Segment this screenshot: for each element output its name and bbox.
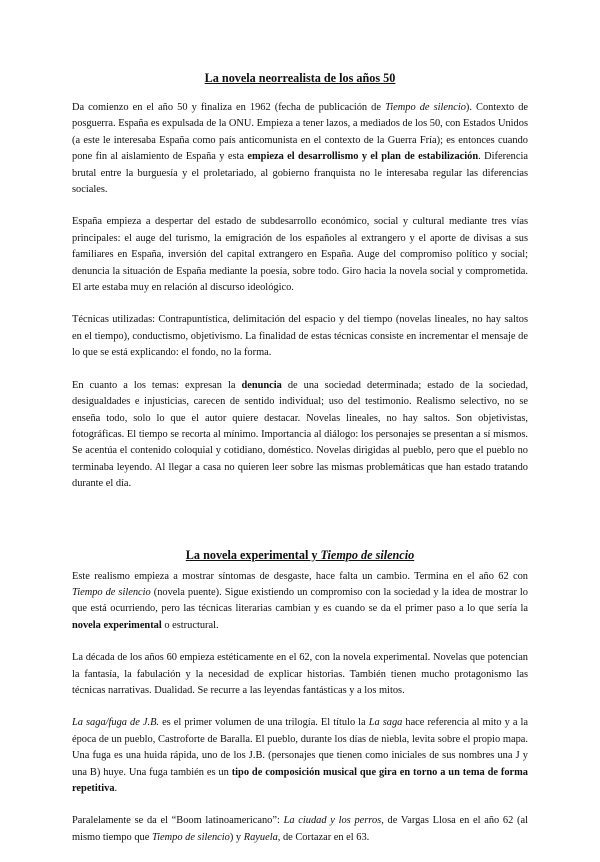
paragraph-desgaste: Este realismo empieza a mostrar síntomas de desgaste, hace falta un cambio. Termina en el año 62 con Tiempo de silencio (novela puente). Sigue existiendo un compromiso con la sociedad y la idea de mostrar lo que está ocurriendo, pero las técnicas literarias cambian y es cuando se da el primer paso a lo que sería la novela experimental o estructural.	[72, 570, 529, 631]
paragraph-contexto: Da comienzo en el año 50 y finaliza en 1962 (fecha de publicación de Tiempo de silencio). Contexto de posguerra. España es expulsada de la ONU. Empieza a tener lazos, a mediados de los 50, con Estados Unidos (a este le interesaba España como país anticomunista en el contexto de la Guerra Fría); es entonces cuando pone fin al aislamiento de España y esta empieza el desarrollismo y el plan de estabilización. Diferencia brutal entre la burguesía y el proletariado, al gobierno franquista no le interesaba regular las diferencias sociales.	[72, 102, 529, 196]
paragraph-tecnicas: Técnicas utilizadas: Contrapuntística, delimitación del espacio y del tiempo (novelas lineales, no hay saltos en el tiempo), conductismo, objetivismo. La finalidad de estas técnicas consiste en incrementar el mensaje de lo que se está explicando: el fondo, no la forma.	[72, 314, 528, 359]
section-title-experimental: La novela experimental y Tiempo de silencio	[185, 547, 415, 562]
paragraph-saga-fuga: La saga/fuga de J.B. es el primer volumen de una trilogía. El título la La saga hace referencia al mito y a la época de un pueblo, Castroforte de Baralla. El pueblo, durante los días de niebla, levita sobre el propio mapa. Una fuga es una huida rápida, uno de los J.B. (personajes que tienen como iniciales de sus nombres una J y una B) huye. Una fuga también es un tipo de composición musical que gira en torno a un tema de forma repetitiva.	[72, 717, 528, 794]
paragraph-boom: Paralelamente se da el “Boom latinoamericano”: La ciudad y los perros, de Vargas Llosa en el año 62 (al mismo tiempo que Tiempo de silencio) y Rayuela, de Cortazar en el 63.	[72, 815, 529, 843]
paragraph-desarrollo: España empieza a despertar del estado de subdesarrollo económico, social y cultural mediante tres vías principales: el auge del turismo, la emigración de los españoles al extrangero y el aporte de divisas a sus familiares en España, inversión del capital extrangero en España. Auge del compromiso político y social; denuncia la situación de España mediante la poesía, sobre todo. Giro hacia la novela social y comprometida. El arte estaba muy en relación al discurso ideológico.	[72, 216, 528, 294]
section-title-neorrealista: La novela neorrealista de los años 50	[204, 71, 396, 85]
paragraph-decada-60: La década de los años 60 empieza estéticamente en el 62, con la novela experimental. Novelas que potencian la fantasía, la fabulación y la necesidad de explicar historias. También tienen mucho protagonismo las técnicas narrativas. Dualidad. Se recurre a las leyendas fantásticas y a los mitos.	[72, 652, 528, 696]
paragraph-temas: En cuanto a los temas: expresan la denuncia de una sociedad determinada; estado de la sociedad, desigualdades e injusticias, carecen de sentido individual; uso del testimonio. Realismo selectivo, no se enseña todo, solo lo que el autor quiere destacar. Novelas lineales, no hay saltos. Son objetivistas, fotográficas. El tiempo se recorta al mínimo. Importancia al diálogo: los personajes se presentan a sí mismos. Se acentúa el contenido coloquial y cotidiano, doméstico. Novelas dirigidas al pueblo, pero que el pueblo no terminaba leyendo. Al llegar a casa no quieren leer sobre las mismas problemáticas que han estado tratando durante el día.	[72, 379, 528, 490]
document-body	[72, 70, 528, 862]
